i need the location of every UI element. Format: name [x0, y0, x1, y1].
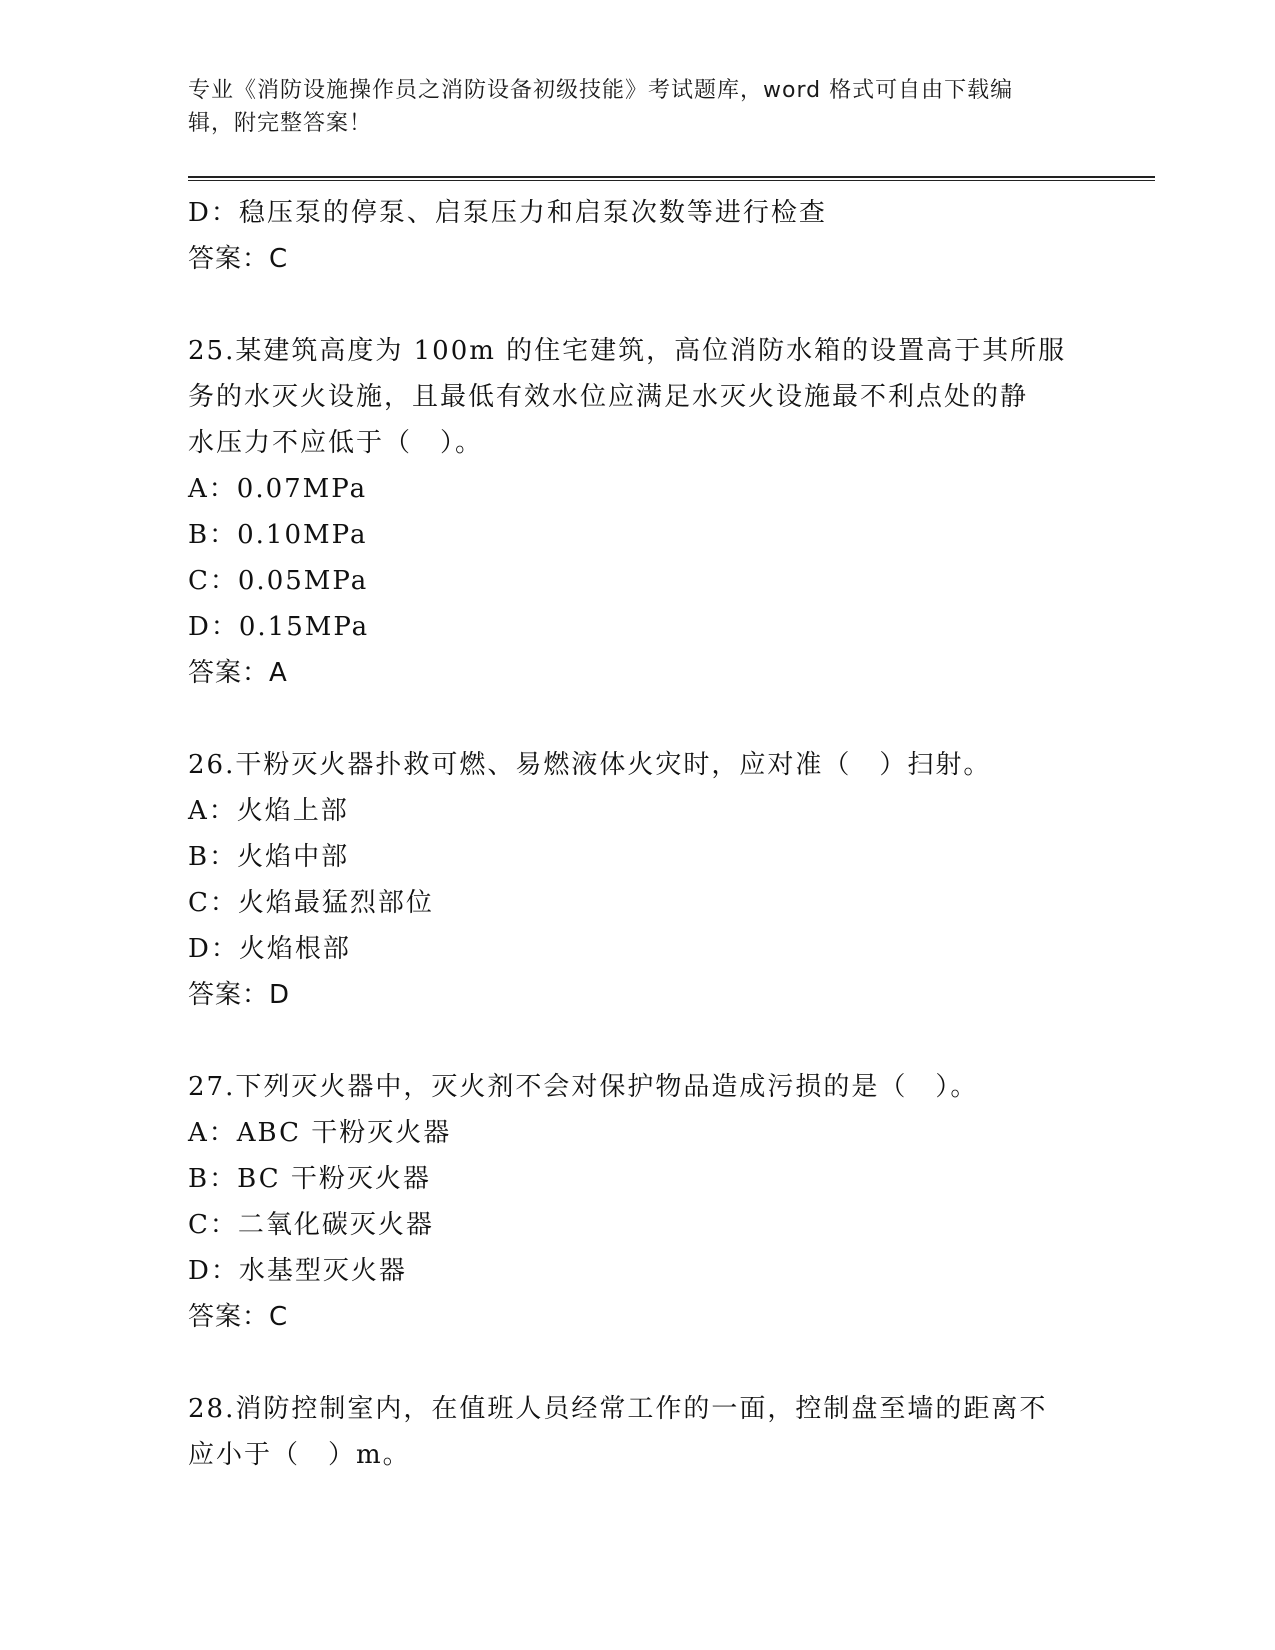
option-b: B：火焰中部 [188, 842, 350, 872]
question-stem-line: 27.下列灭火器中，灭火剂不会对保护物品造成污损的是（ ）。 [188, 1072, 979, 1102]
previous-question-tail [188, 190, 1088, 282]
option-d: D：火焰根部 [188, 934, 351, 964]
question-stem-line: 水压力不应低于（ ）。 [188, 428, 484, 458]
answer: 答案：D [188, 980, 291, 1010]
header-line-2: 辑，附完整答案！ [188, 111, 373, 136]
option-d: D：稳压泵的停泵、启泵压力和启泵次数等进行检查 [188, 198, 827, 228]
option-d: D：0.15MPa [188, 612, 370, 642]
answer: 答案：C [188, 244, 289, 274]
question-stem-line: 25.某建筑高度为 100m 的住宅建筑，高位消防水箱的设置高于其所服 [188, 336, 1067, 366]
option-a: A：0.07MPa [188, 474, 368, 504]
header-line-1: 专业《消防设施操作员之消防设备初级技能》考试题库，word 格式可自由下载编 [188, 78, 1014, 103]
question-stem-line: 28.消防控制室内，在值班人员经常工作的一面，控制盘至墙的距离不 [188, 1394, 1048, 1424]
option-c: C：火焰最猛烈部位 [188, 888, 434, 918]
question-stem-line: 26.干粉灭火器扑救可燃、易燃液体火灾时，应对准（ ）扫射。 [188, 750, 992, 780]
question-27 [188, 1064, 1088, 1340]
option-b: B：0.10MPa [188, 520, 368, 550]
answer: 答案：C [188, 1302, 289, 1332]
option-a: A：ABC 干粉灭火器 [188, 1118, 452, 1148]
option-b: B：BC 干粉灭火器 [188, 1164, 431, 1194]
question-28 [188, 1386, 1088, 1478]
option-d: D：水基型灭火器 [188, 1256, 407, 1286]
question-list [188, 190, 1088, 1478]
spacer [188, 696, 1088, 742]
question-25 [188, 328, 1088, 696]
spacer [188, 1340, 1088, 1386]
question-26 [188, 742, 1088, 1018]
header-divider [188, 176, 1155, 181]
spacer [188, 1018, 1088, 1064]
answer: 答案：A [188, 658, 288, 688]
option-c: C：二氧化碳灭火器 [188, 1210, 434, 1240]
option-c: C：0.05MPa [188, 566, 369, 596]
document-header [188, 74, 1088, 140]
question-stem-line: 务的水灭火设施，且最低有效水位应满足水灭火设施最不利点处的静 [188, 382, 1029, 412]
question-stem-line: 应小于（ ）m。 [188, 1440, 411, 1470]
spacer [188, 282, 1088, 328]
option-a: A：火焰上部 [188, 796, 349, 826]
